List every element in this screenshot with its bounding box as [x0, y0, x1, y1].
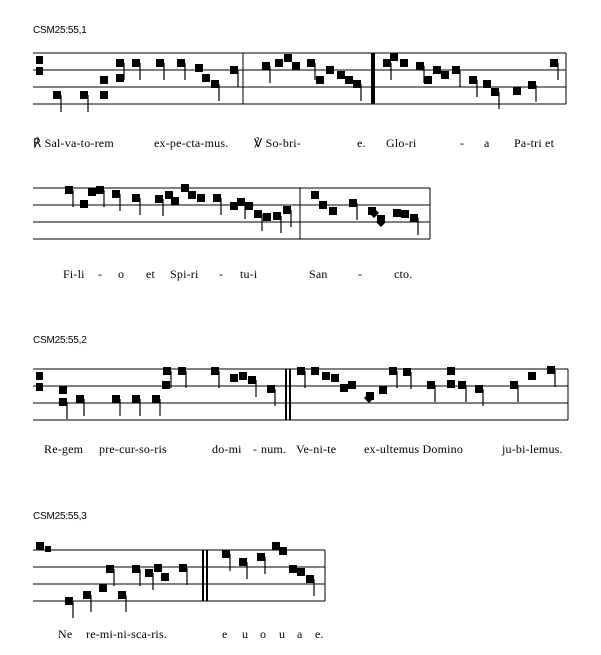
neume-note — [383, 59, 391, 67]
neume-note — [245, 202, 253, 210]
lyric-word: e — [222, 627, 228, 641]
neume-note — [427, 381, 435, 389]
neume-note — [289, 565, 297, 573]
neume-note — [83, 591, 91, 599]
lyric-word: a — [484, 136, 490, 150]
lyric-word: re-mi-ni-sca-ris. — [86, 627, 168, 641]
neume-note — [230, 202, 238, 210]
neume-note — [100, 76, 108, 84]
neume-note — [211, 367, 219, 375]
neume-note — [316, 76, 324, 84]
lyric-word: San — [309, 267, 328, 281]
neume-note — [112, 395, 120, 403]
neume-note — [416, 62, 424, 70]
neume-note — [230, 66, 238, 74]
neume-note — [100, 91, 108, 99]
neume-note — [248, 376, 256, 384]
neume-note — [447, 367, 455, 375]
lyric-word: et — [146, 267, 156, 281]
neume-note — [195, 64, 203, 72]
neume-note — [410, 214, 418, 222]
lyric-word: ex-pe-cta-mus. — [154, 136, 229, 150]
neume-note — [528, 372, 536, 380]
neume-note — [80, 200, 88, 208]
neume-note — [331, 374, 339, 382]
neume-note — [106, 565, 114, 573]
neume-note — [297, 367, 305, 375]
neume-note — [179, 564, 187, 572]
lyric-word: o — [260, 627, 267, 641]
neume-note — [132, 395, 140, 403]
lyric-word: - — [98, 267, 103, 281]
neume-note — [272, 542, 280, 550]
neume-note — [326, 66, 334, 74]
neume-note — [311, 191, 319, 199]
neume-note — [163, 367, 171, 375]
chant-label-3: CSM25:55,3 — [33, 511, 87, 522]
neume-note — [152, 395, 160, 403]
lyric-word: Glo-ri — [386, 136, 417, 150]
neume-note — [475, 385, 483, 393]
lyric-word: a — [297, 627, 303, 641]
neume-note — [379, 386, 387, 394]
neume-note — [267, 385, 275, 393]
lyric-word: ℟ Sal-va-to-rem — [33, 136, 114, 150]
neume-note — [263, 213, 271, 221]
neume-note — [76, 395, 84, 403]
lyric-word: u — [242, 627, 249, 641]
neume-note — [447, 380, 455, 388]
lyric-word: - — [219, 267, 224, 281]
neume-note — [178, 367, 186, 375]
neume-note — [279, 547, 287, 555]
neume-note — [53, 91, 61, 99]
neume-note — [458, 381, 466, 389]
neume-note — [510, 381, 518, 389]
neume-note — [230, 374, 238, 382]
lyric-word: tu-i — [240, 267, 258, 281]
neume-note — [441, 71, 449, 79]
neume-note — [340, 384, 348, 392]
lyric-word: ju-bi-lemus. — [502, 442, 563, 456]
neume-note — [112, 190, 120, 198]
neume-note — [311, 367, 319, 375]
neume-note — [292, 62, 300, 70]
neume-note — [88, 188, 96, 196]
lyric-word: e. — [315, 627, 324, 641]
neume-note — [283, 206, 291, 214]
neume-note — [188, 191, 196, 199]
lyric-word: - — [253, 442, 258, 456]
neume-note — [181, 184, 189, 192]
neume-note — [297, 568, 305, 576]
neume-note — [59, 386, 67, 394]
neume-note — [162, 381, 170, 389]
neume-note — [337, 71, 345, 79]
neume-note — [307, 59, 315, 67]
neume-note — [547, 366, 555, 374]
lyric-word: num. — [261, 442, 287, 456]
neume-note — [348, 381, 356, 389]
neume-note — [550, 59, 558, 67]
chant-label-2: CSM25:55,2 — [33, 335, 87, 346]
neume-note — [483, 80, 491, 88]
neume-note — [254, 210, 262, 218]
neume-note — [154, 564, 162, 572]
neume-note — [96, 186, 104, 194]
neume-note — [116, 59, 124, 67]
neume-note — [513, 87, 521, 95]
neume-note — [273, 212, 281, 220]
lyric-word: - — [460, 136, 465, 150]
neume-note — [118, 591, 126, 599]
neume-note — [197, 194, 205, 202]
neume-note — [400, 59, 408, 67]
neume-note — [322, 372, 330, 380]
lyric-word: do-mi — [212, 442, 242, 456]
neume-note — [433, 66, 441, 74]
neume-note — [80, 91, 88, 99]
neume-note — [353, 80, 361, 88]
neume-note — [59, 398, 67, 406]
neume-note — [177, 59, 185, 67]
c-clef — [36, 56, 43, 75]
lyric-word: Ve-ni-te — [296, 442, 337, 456]
neume-note — [239, 372, 247, 380]
neume-note — [349, 199, 357, 207]
neume-note — [401, 210, 409, 218]
neume-note — [390, 53, 398, 61]
neume-note — [161, 573, 169, 581]
lyric-word: Spi-ri — [170, 267, 199, 281]
neume-note — [65, 186, 73, 194]
neume-note — [132, 194, 140, 202]
neume-note — [155, 195, 163, 203]
neume-note — [156, 59, 164, 67]
neume-note — [319, 201, 327, 209]
neume-note — [132, 59, 140, 67]
neume-note — [345, 76, 353, 84]
lyric-word: Re-gem — [44, 442, 84, 456]
lyric-word: cto. — [394, 267, 413, 281]
neume-note — [389, 367, 397, 375]
neume-note — [116, 74, 124, 82]
lyric-word: Ne — [58, 627, 73, 641]
neume-note — [213, 194, 221, 202]
lyric-word: pre-cur-so-ris — [99, 442, 167, 456]
neume-note — [306, 575, 314, 583]
neume-note — [491, 88, 499, 96]
chant-label-1: CSM25:55,1 — [33, 25, 87, 36]
neume-note — [528, 81, 536, 89]
neume-note — [403, 368, 411, 376]
neume-note — [171, 197, 179, 205]
lyric-word: ℣ So-bri- — [254, 136, 302, 150]
lyric-word: e. — [357, 136, 366, 150]
neume-note — [145, 569, 153, 577]
neume-note — [284, 54, 292, 62]
neume-note — [211, 80, 219, 88]
c-clef — [36, 372, 43, 391]
lyric-word: - — [358, 267, 363, 281]
neume-note — [202, 74, 210, 82]
neume-note — [257, 553, 265, 561]
neume-note — [262, 62, 270, 70]
neume-note — [275, 59, 283, 67]
neume-note — [132, 565, 140, 573]
neume-note — [469, 76, 477, 84]
neume-note — [393, 209, 401, 217]
neume-note — [237, 198, 245, 206]
neume-note — [99, 584, 107, 592]
neume-note — [65, 597, 73, 605]
neume-note — [222, 550, 230, 558]
neume-note — [239, 558, 247, 566]
lyric-word: o — [118, 267, 125, 281]
lyric-word: u — [279, 627, 286, 641]
neume-note — [452, 66, 460, 74]
neume-note — [329, 207, 337, 215]
lyric-word: Pa-tri et — [514, 136, 555, 150]
lyric-word: ex-ultemus Domino — [364, 442, 464, 456]
neume-note — [424, 76, 432, 84]
lyric-word: Fi-li — [63, 267, 85, 281]
